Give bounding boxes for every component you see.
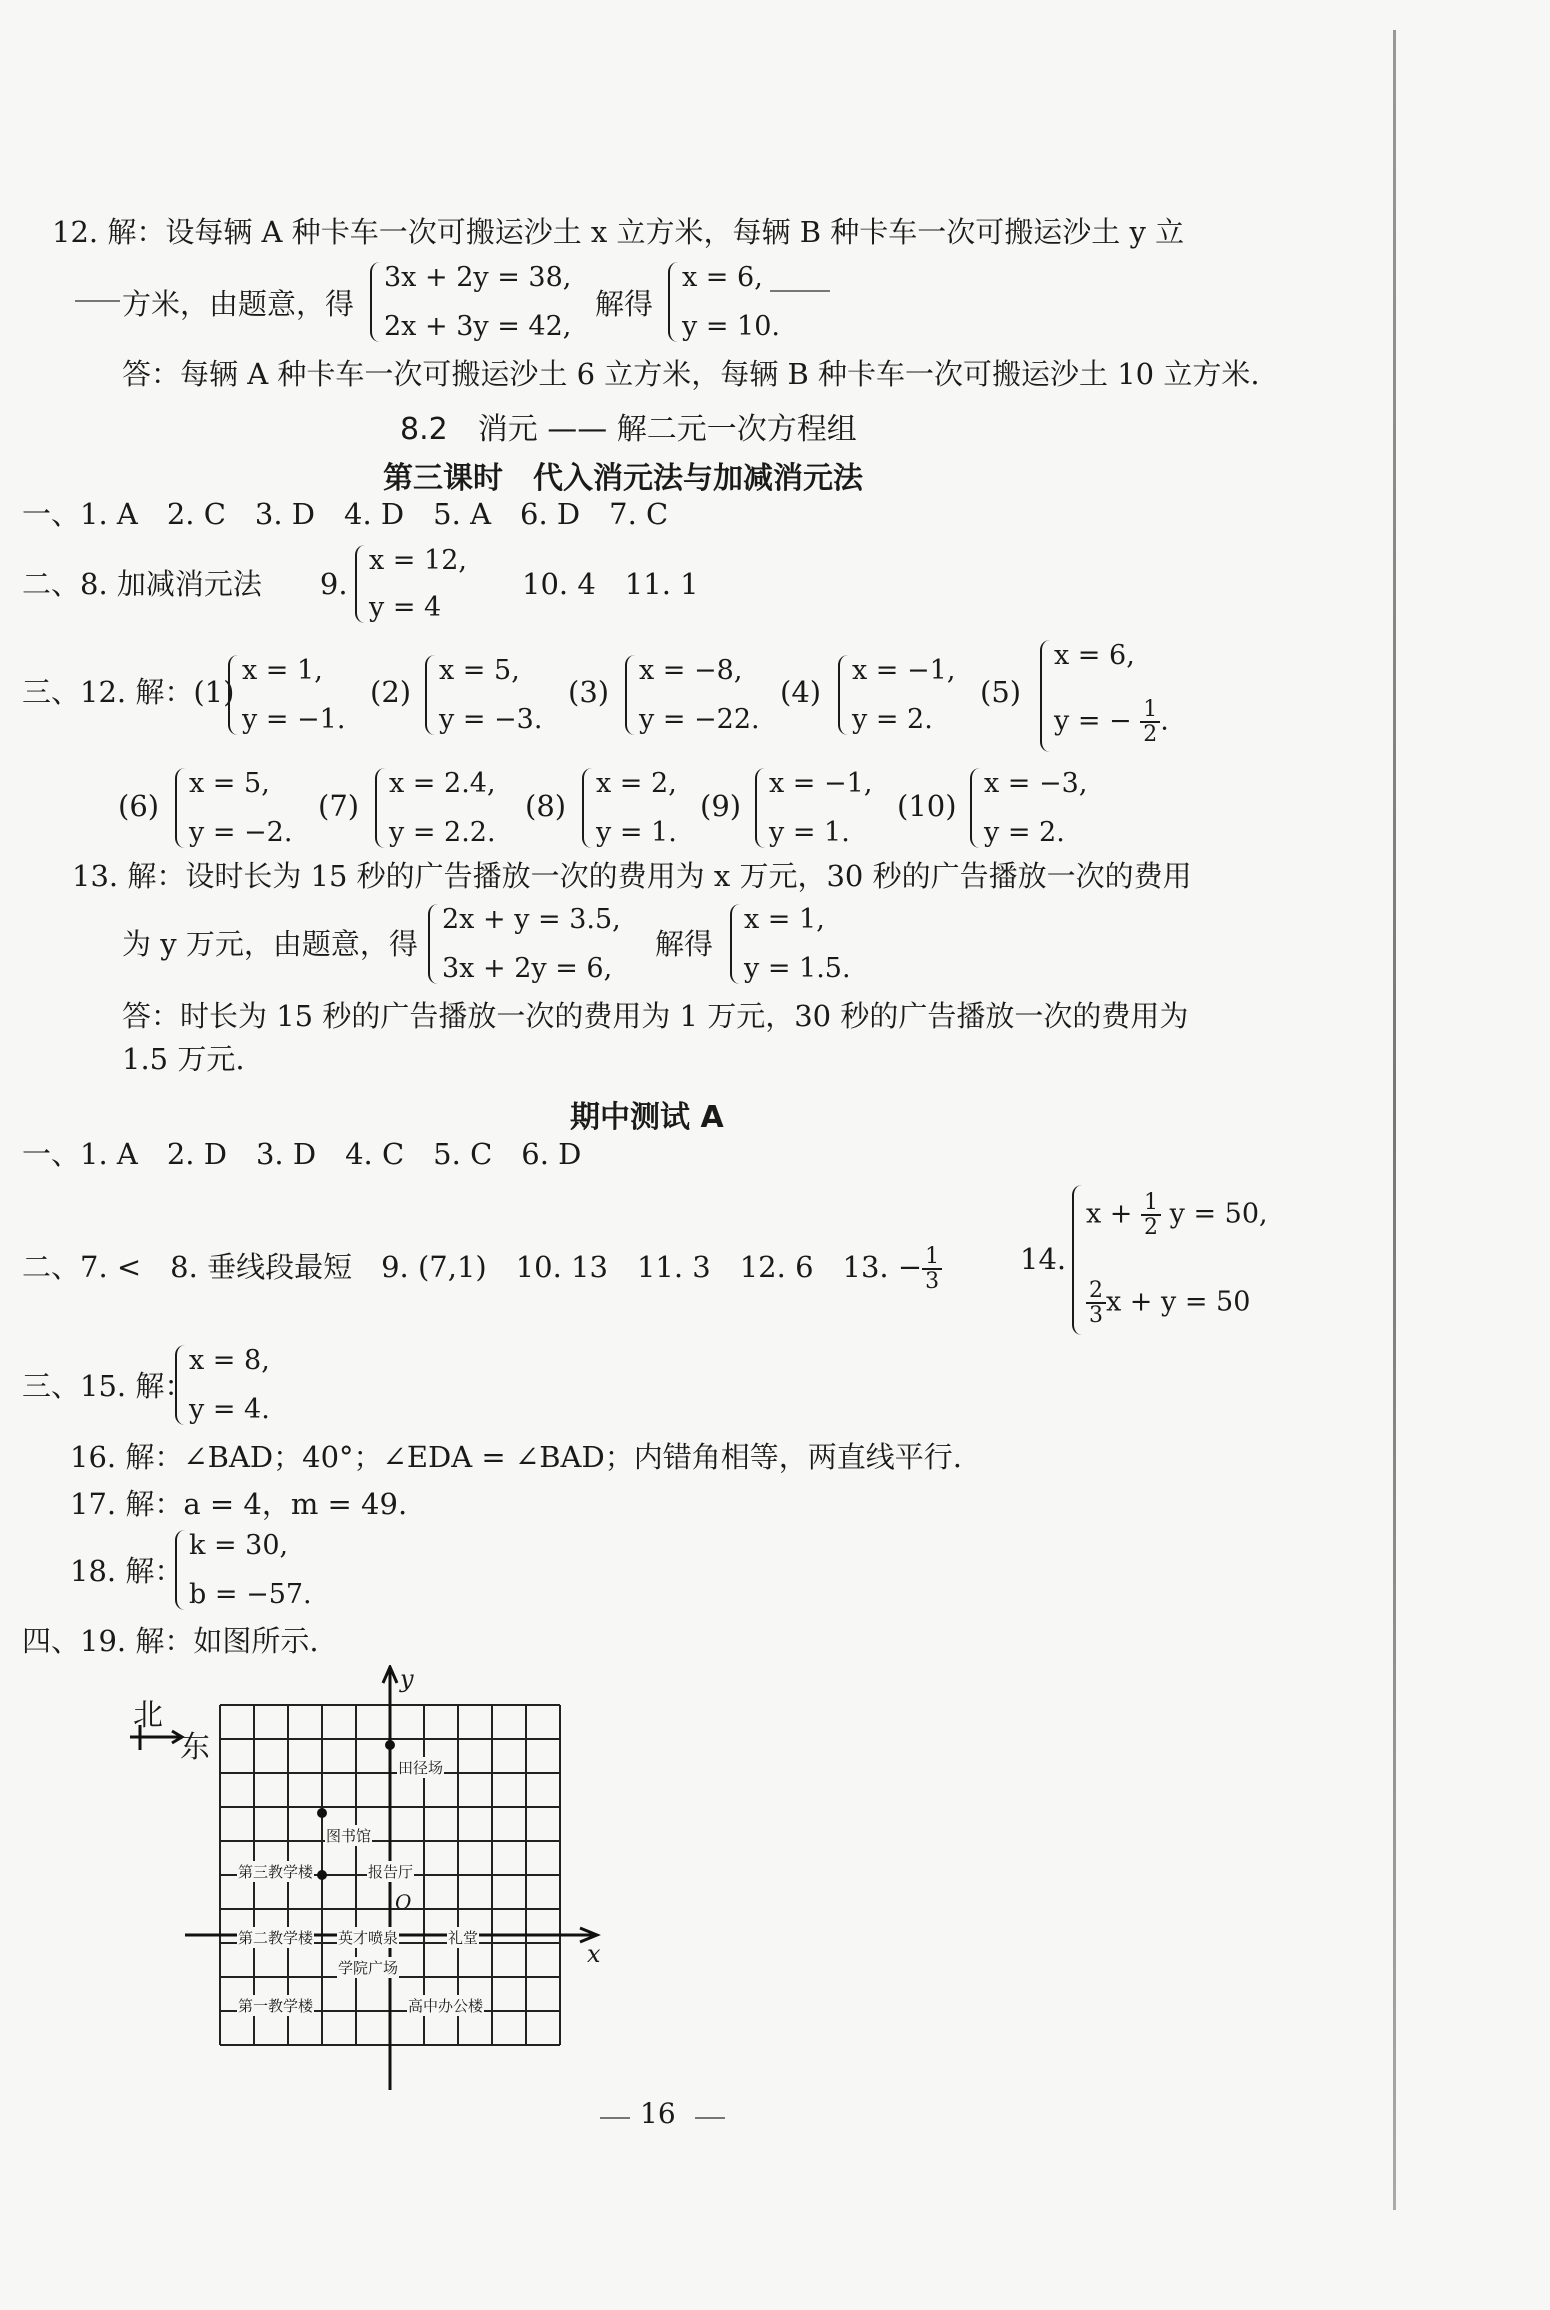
place-dot: [317, 1808, 327, 1818]
place-teaching-building-1: 第一教学楼: [238, 1997, 314, 2015]
q14-system: x + $\frac{1}{2}$ y = 50, $\frac{2}{3}$ x + y = 50: [1072, 1185, 1312, 1335]
q12-1-system: x = 1, y = −1.: [228, 655, 368, 735]
place-college-square: 学院广场: [338, 1959, 399, 1977]
section-title: 8.2 消元 —— 解二元一次方程组: [400, 412, 857, 447]
q12-10-label: (10): [897, 789, 957, 823]
y-axis-label: y: [400, 1665, 414, 1693]
place-teaching-building-3: 第三教学楼: [238, 1863, 314, 1881]
q12-8-system: x = 2, y = 1.: [582, 768, 722, 848]
x-axis-label: x: [587, 1940, 601, 1968]
q12-2-label: (2): [370, 675, 412, 709]
section-subtitle: 第三课时 代入消元法与加减消元法: [383, 461, 863, 496]
q13-line1: 13. 解：设时长为 15 秒的广告播放一次的费用为 x 万元，30 秒的广告播放一次的费用: [72, 859, 1192, 893]
place-dot: [317, 1870, 327, 1880]
part1-answers: 一、1. A 2. C 3. D 4. D 5. A 6. D 7. C: [22, 497, 669, 531]
page-dash-left: [600, 2117, 630, 2119]
q12-6-label: (6): [118, 789, 160, 823]
fraction-one-half: $\frac{1}{2}$: [1140, 698, 1160, 746]
q12-line1: 12. 解：设每辆 A 种卡车一次可搬运沙土 x 立方米，每辆 B 种卡车一次可搬运沙土 y 立: [52, 215, 1185, 249]
q12-4-label: (4): [780, 675, 822, 709]
q13-pre: 为 y 万元，由题意，得: [122, 927, 418, 961]
part3-label: 三、12. 解：(1): [22, 675, 235, 709]
q12-10-system: x = −3, y = 2.: [970, 768, 1120, 848]
q12-8-label: (8): [525, 789, 567, 823]
place-high-school-office: 高中办公楼: [408, 1997, 484, 2015]
q12-6-system: x = 5, y = −2.: [175, 768, 325, 848]
q12-solution: x = 6, y = 10.: [668, 262, 828, 342]
scan-edge-line: [1393, 30, 1396, 2210]
q12-solve-label: 解得: [595, 287, 654, 321]
q12-9-label: (9): [700, 789, 742, 823]
q18-system: k = 30, b = −57.: [175, 1530, 335, 1610]
q12-answer: 答：每辆 A 种卡车一次可搬运沙土 6 立方米，每辆 B 种卡车一次可搬运沙土 10 立方米.: [122, 357, 1260, 391]
q12-3-label: (3): [568, 675, 610, 709]
q13-system: 2x + y = 3.5, 3x + 2y = 6,: [428, 904, 648, 984]
place-library: 图书馆: [326, 1827, 372, 1845]
q13-solve-label: 解得: [655, 927, 714, 961]
midterm-part2: 二、7. < 8. 垂线段最短 9. (7,1) 10. 13 11. 3 12. 6 13. − $\frac{1}{3}$: [22, 1245, 942, 1293]
q12-2-system: x = 5, y = −3.: [425, 655, 565, 735]
place-teaching-building-2: 第二教学楼: [238, 1929, 314, 1947]
midterm-part1: 一、1. A 2. D 3. D 4. C 5. C 6. D: [22, 1137, 582, 1171]
q12-5-label: (5): [980, 675, 1022, 709]
part2-post: 10. 4 11. 1: [522, 567, 699, 601]
q12-7-label: (7): [318, 789, 360, 823]
scan-dash: [75, 300, 120, 302]
q15-label: 三、15. 解：: [22, 1369, 194, 1403]
east-label: 东: [180, 1730, 210, 1765]
q12-3-system: x = −8, y = −22.: [625, 655, 785, 735]
page-dash-right: [695, 2117, 725, 2119]
q13-answer1: 答：时长为 15 秒的广告播放一次的费用为 1 万元，30 秒的广告播放一次的费用为: [122, 999, 1189, 1033]
place-fountain: 英才喷泉: [338, 1929, 399, 1947]
north-label: 北: [133, 1698, 163, 1733]
midterm-title: 期中测试 A: [570, 1100, 724, 1135]
q15-system: x = 8, y = 4.: [175, 1345, 315, 1425]
q12-4-system: x = −1, y = 2.: [838, 655, 988, 735]
q13-solution: x = 1, y = 1.5.: [730, 904, 880, 984]
fraction-one-third: $\frac{1}{3}$: [922, 1245, 942, 1293]
part2-pre: 二、8. 加减消元法 9.: [22, 567, 348, 601]
origin-label: O: [395, 1890, 412, 1914]
q12-9-system: x = −1, y = 1.: [755, 768, 905, 848]
place-track-field: 田径场: [398, 1759, 444, 1777]
q12-line2-pre: 方米，由题意，得: [122, 287, 355, 321]
place-auditorium: 礼堂: [448, 1929, 479, 1947]
scan-dash: [770, 290, 830, 292]
q12-5-system: x = 6, y = − $\frac{1}{2}$ .: [1040, 640, 1210, 752]
q19: 四、19. 解：如图所示.: [22, 1624, 319, 1658]
q18-label: 18. 解：: [70, 1554, 184, 1588]
q16: 16. 解：∠BAD；40°；∠EDA = ∠BAD；内错角相等，两直线平行.: [70, 1440, 962, 1474]
q13-answer2: 1.5 万元.: [122, 1042, 245, 1076]
q12-7-system: x = 2.4, y = 2.2.: [375, 768, 535, 848]
q14-label: 14.: [1020, 1242, 1067, 1276]
q12-system: 3x + 2y = 38, 2x + 3y = 42,: [370, 262, 600, 342]
place-lecture-hall: 报告厅: [368, 1863, 414, 1881]
q9-system: x = 12, y = 4: [355, 545, 505, 623]
campus-coordinate-map: [125, 1665, 625, 2095]
page-number: 16: [640, 2097, 676, 2130]
q17: 17. 解：a = 4，m = 49.: [70, 1487, 408, 1521]
place-dot: [385, 1740, 395, 1750]
